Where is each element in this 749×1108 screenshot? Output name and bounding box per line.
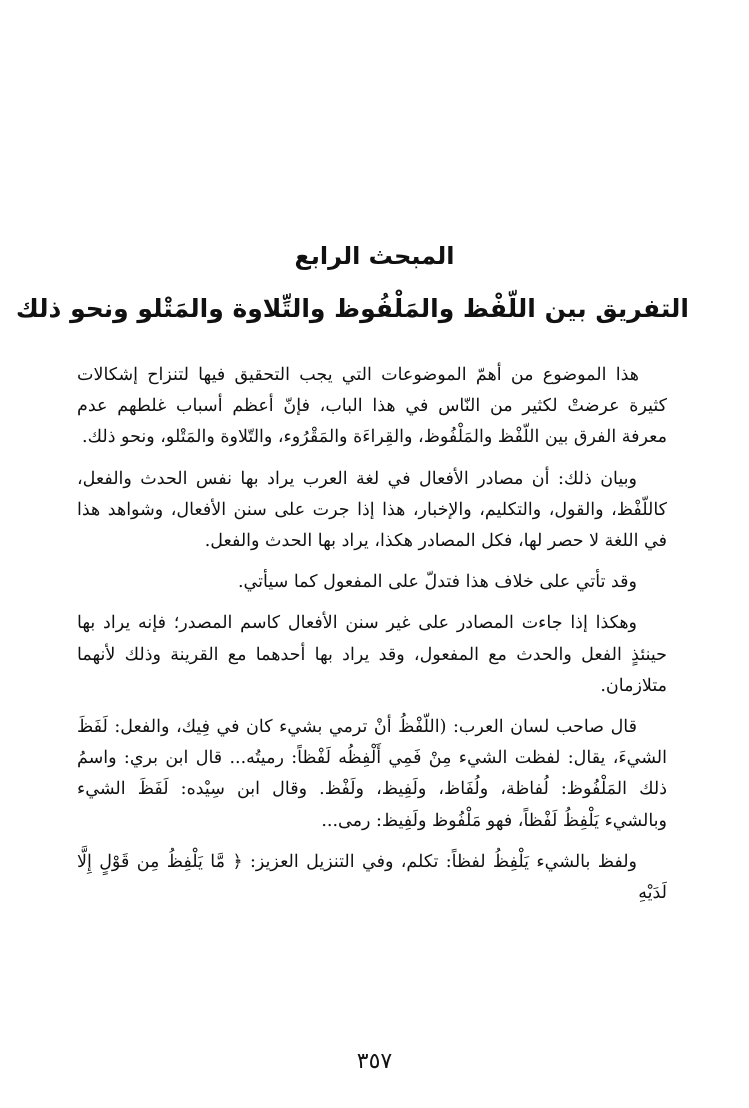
paragraph-noun-of-source: وهكذا إذا جاءت المصادر على غير سنن الأفعال كاسم المصدر؛ فإنه يراد بها حينئذٍ الفعل والحدث مع المفعول، وقد يراد بها أحدهما مع القرينة وذلك لأنهما متلازمان.: [77, 613, 667, 696]
section-label: المبحث الرابع: [294, 242, 455, 270]
body-text: [77, 360, 667, 919]
paragraph-exception: وقد تأتي على خلاف هذا فتدلّ على المفعول كما سيأتي.: [237, 572, 637, 593]
paragraph-explanation: وبيان ذلك: أن مصادر الأفعال في لغة العرب يراد بها نفس الحدث والفعل، كاللّفْظ، والقول، والتكليم، والإخبار، هذا إذا جرت على سنن الأفعال، وشواهد هذا في اللغة لا حصر لها، فكل المصادر هكذا، يراد بها الحدث والفعل.: [77, 468, 667, 552]
paragraph-intro: هذا الموضوع من أهمّ الموضوعات التي يجب التحقيق فيها لتنزاح إشكالات كثيرة عرضتْ لكثير من النّاس في هذا الباب، فإنّ أعظم أسباب غلطهم عدم معرفة الفرق بين اللّفْظ والمَلْفُوظ، والقِراءَة والمَقْرُوء، والتّلاوة والمَتْلو، ونحو ذلك.: [77, 365, 667, 448]
paragraph-quran-citation: ولفظ بالشيء يَلْفِظُ لفظاً: تكلم، وفي التنزيل العزيز: ﴿ مَّا يَلْفِظُ مِن قَوْلٍ إِلَّا لَدَيْهِ: [77, 851, 667, 904]
chapter-title: التفريق بين اللّفْظ والمَلْفُوظ والتِّلاوة والمَتْلو ونحو ذلك: [15, 294, 689, 323]
page-number: ٣٥٧: [356, 1049, 393, 1074]
paragraph-lisan-quote: قال صاحب لسان العرب: (اللّفْظُ أنْ ترمي بشيء كان في فِيك، والفعل: لَفَظَ الشيءَ، يقال: لفظت الشيء مِنْ فَمِي أَلْفِظُه لَفْظاً: رميتُه... قال ابن بري: واسمُ ذلك المَلْفُوظ: لُفاظة، ولُفَاظ، ولَفِيظ، ولَفْظ. وقال ابن سِيْده: لَفَظَ الشيء وبالشيء يَلْفِظُ لَفْظاً، فهو مَلْفُوظ ولَفِيظ: رمى...: [77, 717, 667, 831]
